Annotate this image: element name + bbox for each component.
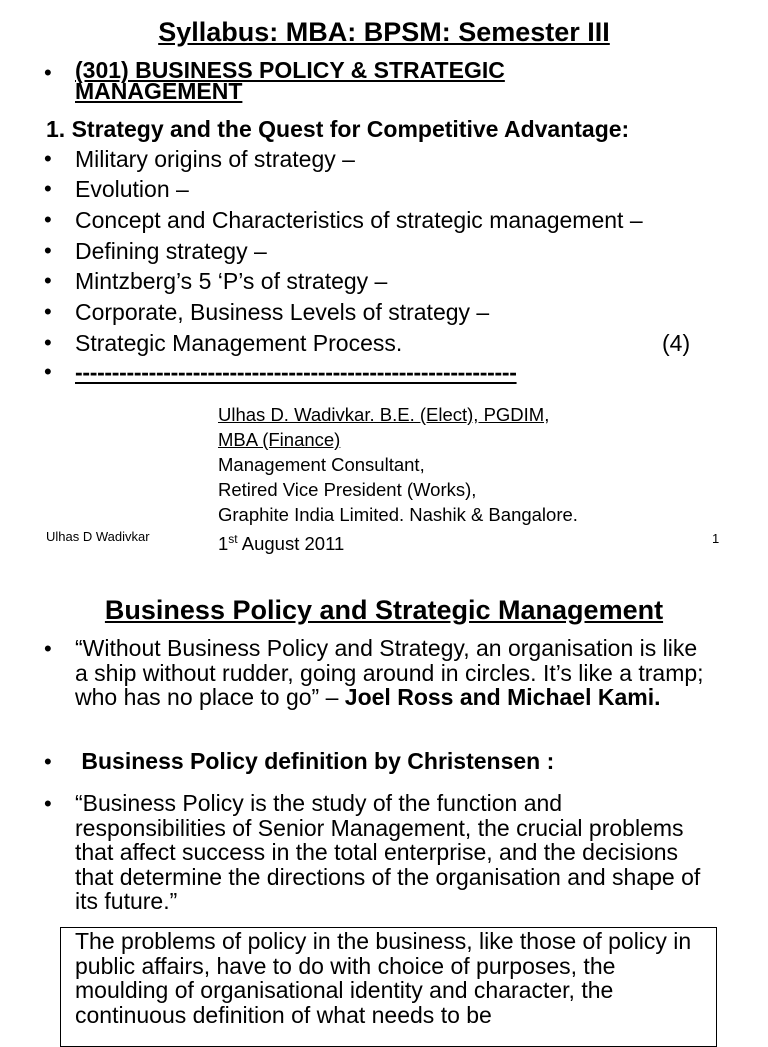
quote-author: Joel Ross and Michael Kami. bbox=[344, 684, 661, 710]
bullet-icon: • bbox=[44, 299, 52, 324]
bullet-icon: • bbox=[44, 238, 52, 263]
topic-item: Strategic Management Process. bbox=[75, 330, 403, 356]
bullet-icon: • bbox=[44, 60, 52, 85]
topic-item: Military origins of strategy – bbox=[75, 146, 355, 172]
bullet-icon: • bbox=[44, 207, 52, 232]
marks-value: (4) bbox=[662, 330, 691, 356]
course-title: (301) BUSINESS POLICY & STRATEGIC MANAGEMENT bbox=[75, 57, 505, 104]
author-credentials: Ulhas D. Wadivkar. B.E. (Elect), PGDIM, bbox=[218, 404, 550, 425]
topic-item: Defining strategy – bbox=[75, 238, 267, 264]
topic-item: Concept and Characteristics of strategic management – bbox=[75, 207, 643, 233]
bullet-icon: • bbox=[44, 791, 52, 816]
bullet-icon: • bbox=[44, 176, 52, 201]
slide-title: Business Policy and Strategic Management bbox=[104, 595, 664, 625]
section-heading: 1. Strategy and the Quest for Competitive Advantage: bbox=[46, 116, 630, 142]
topic-item: Mintzberg’s 5 ‘P’s of strategy – bbox=[75, 268, 388, 294]
footer-author: Ulhas D Wadivkar bbox=[46, 529, 150, 544]
bullet-icon: • bbox=[44, 359, 52, 384]
quote-paragraph: “Without Business Policy and Strategy, an organisation is like a ship without rudder, going around in circles. It’s like a tramp; who has no place to go” – Joel Ross and Michael Kami. bbox=[75, 635, 704, 710]
slide-title: Syllabus: MBA: BPSM: Semester III bbox=[158, 17, 610, 47]
bullet-icon: • bbox=[44, 146, 52, 171]
divider-line: ------------------------------------------------------------ bbox=[75, 359, 517, 385]
topic-item: Evolution – bbox=[75, 176, 189, 202]
definition-heading: Business Policy definition by Christensen : bbox=[75, 748, 555, 774]
page-number: 1 bbox=[712, 531, 720, 546]
bullet-icon: • bbox=[44, 268, 52, 293]
quote-box-text: The problems of policy in the business, like those of policy in public affairs, have to do with choice of purposes, the moulding of organisational identity and character, the continuous definition of what needs to be bbox=[75, 928, 692, 1028]
policy-slide bbox=[0, 565, 768, 1028]
bullet-icon: • bbox=[44, 749, 52, 774]
bullet-icon: • bbox=[44, 330, 52, 355]
author-degree: MBA (Finance) bbox=[218, 429, 341, 450]
author-role: Management Consultant, bbox=[218, 454, 425, 475]
author-position: Retired Vice President (Works), bbox=[218, 479, 477, 500]
topic-item: Corporate, Business Levels of strategy – bbox=[75, 299, 490, 325]
author-company: Graphite India Limited. Nashik & Bangalore. bbox=[218, 504, 578, 525]
definition-paragraph: “Business Policy is the study of the function and responsibilities of Senior Management, the crucial problems that affect success in the total enterprise, and the decisions that determine the directions of the organisation and shape of its future.” bbox=[75, 790, 701, 914]
bullet-icon: • bbox=[44, 636, 52, 661]
author-date: 1st August 2011 bbox=[218, 532, 345, 555]
author-block bbox=[218, 402, 578, 556]
